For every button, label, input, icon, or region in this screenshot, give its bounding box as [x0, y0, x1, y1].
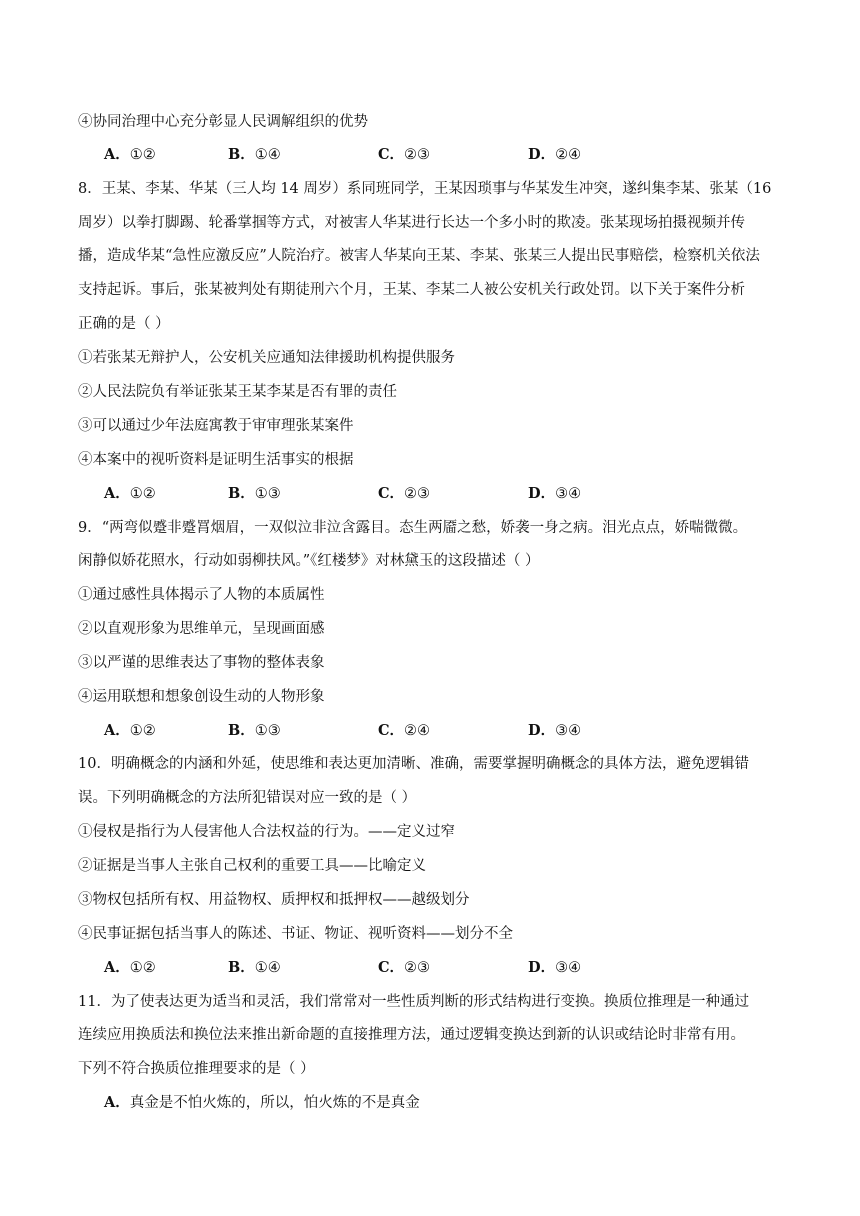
q10-item-1: ①侵权是指行为人侵害他人合法权益的行为。——定义过窄: [78, 824, 455, 840]
q7-options: [104, 145, 744, 165]
q8-option-a[interactable]: A．①②: [104, 485, 156, 502]
q9-option-c[interactable]: C．②④: [378, 722, 431, 739]
q10-option-d[interactable]: D．③④: [528, 959, 582, 976]
q9-option-b[interactable]: B．①③: [228, 722, 281, 739]
q9-item-2: ②以直观形象为思维单元，呈现画面感: [78, 621, 325, 637]
q11-option-a[interactable]: A．真金是不怕火炼的，所以，怕火炼的不是真金: [104, 1094, 420, 1111]
q9-option-d[interactable]: D．③④: [528, 722, 582, 739]
q11-options: [104, 1093, 744, 1113]
q8-stem-line-2: 周岁）以拳打脚踢、轮番掌掴等方式，对被害人华某进行长达一个多小时的欺凌。张某现场拍摄视频并传: [78, 215, 745, 231]
q9-item-3: ③以严谨的思维表达了事物的整体表象: [78, 655, 325, 671]
q7-option-a[interactable]: A．①②: [104, 146, 156, 163]
q9-stem-line-2: 闲静似娇花照水，行动如弱柳扶风。”《红楼梦》对林黛玉的这段描述（ ）: [78, 553, 540, 569]
q8-option-c[interactable]: C．②③: [378, 485, 431, 502]
q8-item-3: ③可以通过少年法庭寓教于审审理张某案件: [78, 418, 354, 434]
q10-item-4: ④民事证据包括当事人的陈述、书证、物证、视听资料——划分不全: [78, 926, 513, 942]
q8-option-b[interactable]: B．①③: [228, 485, 281, 502]
q10-item-2: ②证据是当事人主张自己权利的重要工具——比喻定义: [78, 858, 426, 874]
q8-item-4: ④本案中的视听资料是证明生活事实的根据: [78, 452, 354, 468]
q10-option-b[interactable]: B．①④: [228, 959, 281, 976]
q8-item-2: ②人民法院负有举证张某王某李某是否有罪的责任: [78, 384, 397, 400]
q7-option-d[interactable]: D．②④: [528, 146, 582, 163]
q9-options: [104, 721, 744, 741]
q7-option-b[interactable]: B．①④: [228, 146, 281, 163]
q10-options: [104, 958, 744, 978]
q10-stem-line-2: 误。下列明确概念的方法所犯错误对应一致的是（ ）: [78, 790, 417, 806]
q11-stem-line-3: 下列不符合换质位推理要求的是（ ）: [78, 1061, 315, 1077]
q9-item-4: ④运用联想和想象创设生动的人物形象: [78, 689, 325, 705]
q8-stem-line-4: 支持起诉。事后，张某被判处有期徒刑六个月，王某、李某二人被公安机关行政处罚。以下关于案件分析: [78, 282, 745, 298]
q9-item-1: ①通过感性具体揭示了人物的本质属性: [78, 587, 325, 603]
q10-stem-line-1: 10．明确概念的内涵和外延，使思维和表达更加清晰、准确，需要掌握明确概念的具体方法，避免逻辑错: [78, 756, 749, 772]
q7-option-c[interactable]: C．②③: [378, 146, 431, 163]
q10-option-c[interactable]: C．②③: [378, 959, 431, 976]
q10-item-3: ③物权包括所有权、用益物权、质押权和抵押权——越级划分: [78, 892, 470, 908]
q9-option-a[interactable]: A．①②: [104, 722, 156, 739]
q8-stem-line-3: 播，造成华某“急性应激反应”人院治疗。被害人华某向王某、李某、张某三人提出民事赔偿，检察机关依法: [78, 248, 760, 264]
q8-option-d[interactable]: D．③④: [528, 485, 582, 502]
q8-stem-line-5: 正确的是（ ）: [78, 316, 170, 332]
q8-stem-line-1: 8．王某、李某、华某（三人均 14 周岁）系同班同学，王某因琐事与华某发生冲突，遂纠集李某、张某（16: [78, 181, 772, 197]
q8-options: [104, 484, 744, 504]
q8-item-1: ①若张某无辩护人，公安机关应通知法律援助机构提供服务: [78, 350, 455, 366]
q7-item-4: ④协同治理中心充分彰显人民调解组织的优势: [78, 114, 368, 130]
q10-option-a[interactable]: A．①②: [104, 959, 156, 976]
q11-stem-line-2: 连续应用换质法和换位法来推出新命题的直接推理方法，通过逻辑变换达到新的认识或结论时非常有用。: [78, 1027, 745, 1043]
q9-stem-line-1: 9．“两弯似蹙非蹙罥烟眉，一双似泣非泣含露目。态生两靥之愁，娇袭一身之病。泪光点点，娇喘微微。: [78, 520, 748, 536]
q11-stem-line-1: 11．为了使表达更为适当和灵活，我们常常对一些性质判断的形式结构进行变换。换质位推理是一种通过: [78, 994, 749, 1010]
